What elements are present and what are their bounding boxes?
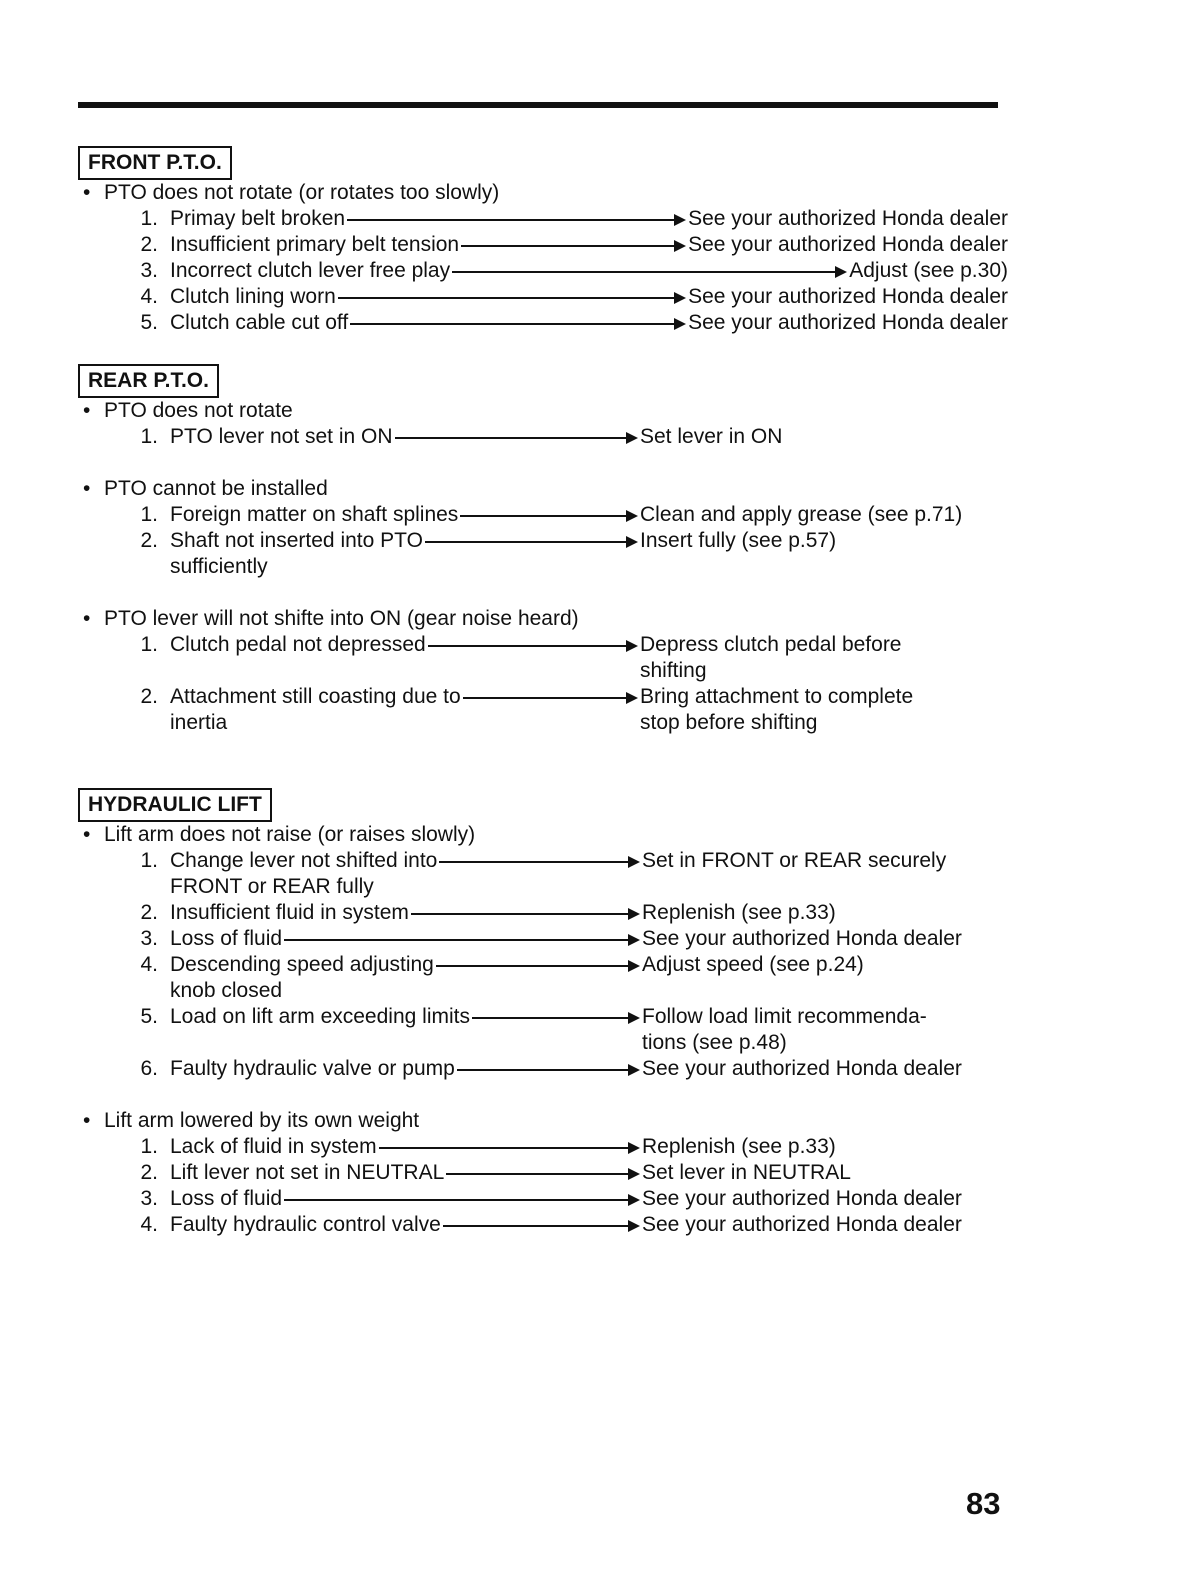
arrow-icon bbox=[428, 632, 638, 658]
symptom: • PTO cannot be installed bbox=[83, 477, 328, 500]
symptom-group bbox=[78, 180, 1008, 336]
arrow-icon bbox=[411, 900, 640, 926]
arrow-icon bbox=[472, 1004, 640, 1030]
bullet-dot: • bbox=[83, 181, 91, 204]
arrow-icon bbox=[463, 684, 638, 710]
arrow-icon bbox=[425, 528, 638, 554]
arrow-icon bbox=[436, 952, 640, 978]
section-heading: HYDRAULIC LIFT bbox=[78, 788, 272, 822]
arrow-icon bbox=[284, 926, 640, 952]
cause-row: 3. Loss of fluid See your authorized Honda dealer bbox=[140, 927, 962, 950]
cause-row: 2. Shaft not inserted into PTO Insert fully (see p.57) bbox=[140, 529, 837, 552]
section-hydraulic-lift bbox=[78, 788, 1008, 1238]
cause-continuation: FRONT or REAR fully bbox=[170, 875, 374, 898]
cause-row: 6. Faulty hydraulic valve or pump See your authorized Honda dealer bbox=[140, 1057, 962, 1080]
section-front-pto bbox=[78, 146, 1008, 336]
cause-row: 1. Primay belt broken See your authorized Honda dealer bbox=[140, 207, 1008, 230]
cause-row: 2. Insufficient primary belt tension See your authorized Honda dealer bbox=[140, 233, 1008, 256]
page-number: 83 bbox=[966, 1486, 1001, 1521]
cause-row: 4. Clutch lining worn See your authorized Honda dealer bbox=[140, 285, 1008, 308]
symptom: • Lift arm does not raise (or raises slowly) bbox=[83, 823, 476, 846]
bullet-dot: • bbox=[83, 477, 91, 500]
bullet-dot: • bbox=[83, 823, 91, 846]
cause-row: 4. Descending speed adjusting Adjust speed (see p.24) bbox=[140, 953, 864, 976]
arrow-icon bbox=[461, 232, 686, 258]
section-heading: REAR P.T.O. bbox=[78, 364, 219, 398]
cause-continuation: knob closed bbox=[170, 979, 283, 1002]
symptom-group bbox=[78, 606, 1008, 736]
remedy-continuation: tions (see p.48) bbox=[642, 1031, 787, 1054]
symptom: • PTO lever will not shifte into ON (gear noise heard) bbox=[83, 607, 579, 630]
arrow-icon bbox=[347, 206, 686, 232]
cause-row: 2. Attachment still coasting due to Bring attachment to complete bbox=[140, 685, 914, 708]
arrow-icon bbox=[446, 1160, 640, 1186]
remedy-continuation: shifting bbox=[640, 659, 707, 682]
symptom-group bbox=[78, 398, 1008, 450]
symptom-group bbox=[78, 822, 1008, 1082]
cause-row: 2. Insufficient fluid in system Replenish (see p.33) bbox=[140, 901, 836, 924]
cause-row: 1. Foreign matter on shaft splines Clean and apply grease (see p.71) bbox=[140, 503, 963, 526]
cause-continuation: sufficiently bbox=[170, 555, 268, 578]
arrow-icon bbox=[284, 1186, 640, 1212]
symptom: • PTO does not rotate bbox=[83, 399, 293, 422]
bullet-dot: • bbox=[83, 607, 91, 630]
symptom-group bbox=[78, 476, 1008, 580]
arrow-icon bbox=[338, 284, 686, 310]
arrow-icon bbox=[439, 848, 640, 874]
cause-row: 1. Change lever not shifted into Set in FRONT or REAR securely bbox=[140, 849, 947, 872]
cause-row: 1. PTO lever not set in ON Set lever in ON bbox=[140, 425, 783, 448]
symptom-group bbox=[78, 1108, 1008, 1238]
cause-row: 1. Clutch pedal not depressed Depress clutch pedal before bbox=[140, 633, 902, 656]
section-heading: FRONT P.T.O. bbox=[78, 146, 232, 180]
top-rule bbox=[78, 102, 998, 108]
arrow-icon bbox=[460, 502, 638, 528]
arrow-icon bbox=[379, 1134, 640, 1160]
section-rear-pto bbox=[78, 364, 1008, 736]
cause-row: 2. Lift lever not set in NEUTRAL Set lever in NEUTRAL bbox=[140, 1161, 851, 1184]
cause-row: 3. Incorrect clutch lever free play Adjust (see p.30) bbox=[140, 259, 1008, 282]
symptom: • PTO does not rotate (or rotates too slowly) bbox=[83, 181, 500, 204]
cause-row: 4. Faulty hydraulic control valve See your authorized Honda dealer bbox=[140, 1213, 962, 1236]
arrow-icon bbox=[452, 258, 847, 284]
bullet-dot: • bbox=[83, 399, 91, 422]
cause-row: 3. Loss of fluid See your authorized Honda dealer bbox=[140, 1187, 962, 1210]
cause-remedy-continuation: inertia stop before shifting bbox=[170, 711, 818, 734]
arrow-icon bbox=[443, 1212, 640, 1238]
arrow-icon bbox=[350, 310, 686, 336]
cause-row: 5. Clutch cable cut off See your authorized Honda dealer bbox=[140, 311, 1008, 334]
arrow-icon bbox=[395, 424, 638, 450]
arrow-icon bbox=[457, 1056, 640, 1082]
cause-row: 5. Load on lift arm exceeding limits Follow load limit recommenda- bbox=[140, 1005, 927, 1028]
bullet-dot: • bbox=[83, 1109, 91, 1132]
symptom: • Lift arm lowered by its own weight bbox=[83, 1109, 420, 1132]
cause-row: 1. Lack of fluid in system Replenish (see p.33) bbox=[140, 1135, 836, 1158]
